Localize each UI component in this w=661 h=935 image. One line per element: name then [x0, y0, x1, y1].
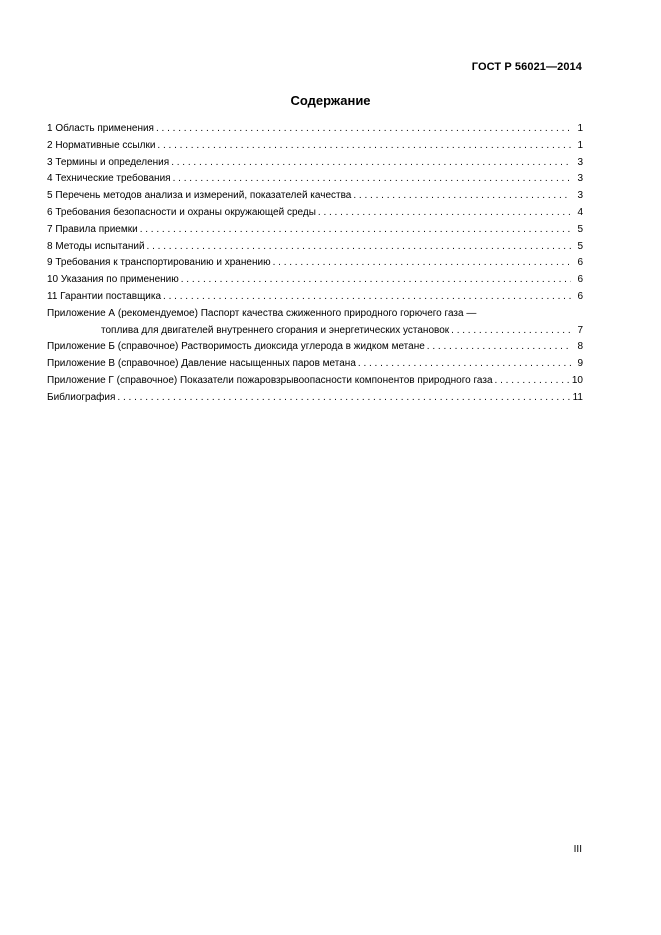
toc-leader-dots — [163, 289, 571, 306]
toc-entry-page: 6 — [577, 290, 583, 302]
toc-entry-label: 3 Термины и определения — [47, 156, 170, 168]
toc-entry[interactable] — [47, 188, 583, 205]
toc-leader-dots — [157, 138, 571, 155]
toc-entry[interactable] — [47, 205, 583, 222]
toc-entry-label: Библиография — [47, 391, 116, 403]
toc-entry-page: 7 — [577, 324, 583, 336]
toc-entry-page: 8 — [577, 341, 583, 353]
table-of-contents — [47, 121, 583, 407]
toc-entry-appendix-a[interactable] — [47, 306, 583, 340]
toc-entry-appendix[interactable] — [47, 339, 583, 356]
toc-entry-page: 6 — [577, 274, 583, 286]
toc-entry-page: 9 — [577, 358, 583, 370]
toc-title: Содержание — [290, 93, 371, 108]
toc-leader-dots — [358, 356, 571, 373]
toc-entry-label: 4 Технические требования — [47, 173, 171, 185]
toc-entry[interactable] — [47, 121, 583, 138]
toc-entry-page: 4 — [577, 206, 583, 218]
toc-entry[interactable] — [47, 171, 583, 188]
toc-entry[interactable] — [47, 138, 583, 155]
toc-entry-label: 1 Область применения — [47, 123, 154, 134]
toc-entry-page: 5 — [577, 240, 583, 252]
toc-leader-dots — [427, 339, 571, 356]
toc-entry[interactable] — [47, 289, 583, 306]
toc-entry-label: Приложение Б (справочное) Растворимость диоксида углерода в жидком метане — [47, 341, 425, 353]
toc-leader-dots — [181, 272, 571, 289]
toc-entry-label: 6 Требования безопасности и охраны окружающей среды — [47, 206, 316, 218]
toc-leader-dots — [171, 155, 571, 172]
toc-entry-page: 10 — [571, 374, 583, 386]
page-number: III — [573, 844, 582, 855]
toc-entry[interactable] — [47, 272, 583, 289]
toc-entry-label: 9 Требования к транспортированию и хранению — [47, 257, 271, 269]
toc-entry[interactable] — [47, 155, 583, 172]
toc-entry[interactable] — [47, 255, 583, 272]
toc-entry-page: 1 — [577, 139, 583, 151]
toc-entry-label: 11 Гарантии поставщика — [47, 290, 162, 302]
toc-leader-dots — [353, 188, 571, 205]
toc-entry-label: 7 Правила приемки — [47, 223, 138, 235]
toc-entry-label: 10 Указания по применению — [47, 274, 179, 286]
toc-leader-dots — [495, 373, 570, 390]
toc-entry[interactable] — [47, 222, 583, 239]
toc-entry-label-continuation: топлива для двигателей внутреннего сгорания и энергетических установок — [101, 324, 450, 336]
toc-entry-page: 5 — [577, 223, 583, 235]
toc-leader-dots — [318, 205, 571, 222]
toc-leader-dots — [451, 323, 571, 340]
toc-entry-page: 11 — [572, 391, 583, 403]
toc-entry-label: Приложение А (рекомендуемое) Паспорт качества сжиженного природного горючего газа — — [47, 307, 477, 319]
toc-entry-label: Приложение Г (справочное) Показатели пожаровзрывоопасности компонентов природного газа — [47, 374, 493, 386]
toc-entry-bibliography[interactable] — [47, 390, 583, 407]
toc-entry-page: 3 — [577, 190, 583, 202]
toc-entry-label: 5 Перечень методов анализа и измерений, показателей качества — [47, 190, 352, 202]
toc-leader-dots — [117, 390, 570, 407]
standard-code: ГОСТ Р 56021—2014 — [471, 61, 582, 73]
toc-entry-page: 3 — [577, 173, 583, 185]
toc-entry-appendix[interactable] — [47, 373, 583, 390]
toc-entry-page: 1 — [577, 123, 583, 134]
toc-entry[interactable] — [47, 239, 583, 256]
toc-entry-page: 3 — [577, 156, 583, 168]
toc-entry-appendix[interactable] — [47, 356, 583, 373]
toc-leader-dots — [140, 222, 571, 239]
toc-leader-dots — [173, 171, 571, 188]
toc-entry-label: 2 Нормативные ссылки — [47, 139, 156, 151]
toc-entry-page: 6 — [577, 257, 583, 269]
toc-leader-dots — [147, 239, 571, 256]
toc-entry-label: Приложение В (справочное) Давление насыщенных паров метана — [47, 358, 356, 370]
toc-leader-dots — [273, 255, 571, 272]
toc-entry-label: 8 Методы испытаний — [47, 240, 145, 252]
toc-leader-dots — [156, 121, 571, 138]
